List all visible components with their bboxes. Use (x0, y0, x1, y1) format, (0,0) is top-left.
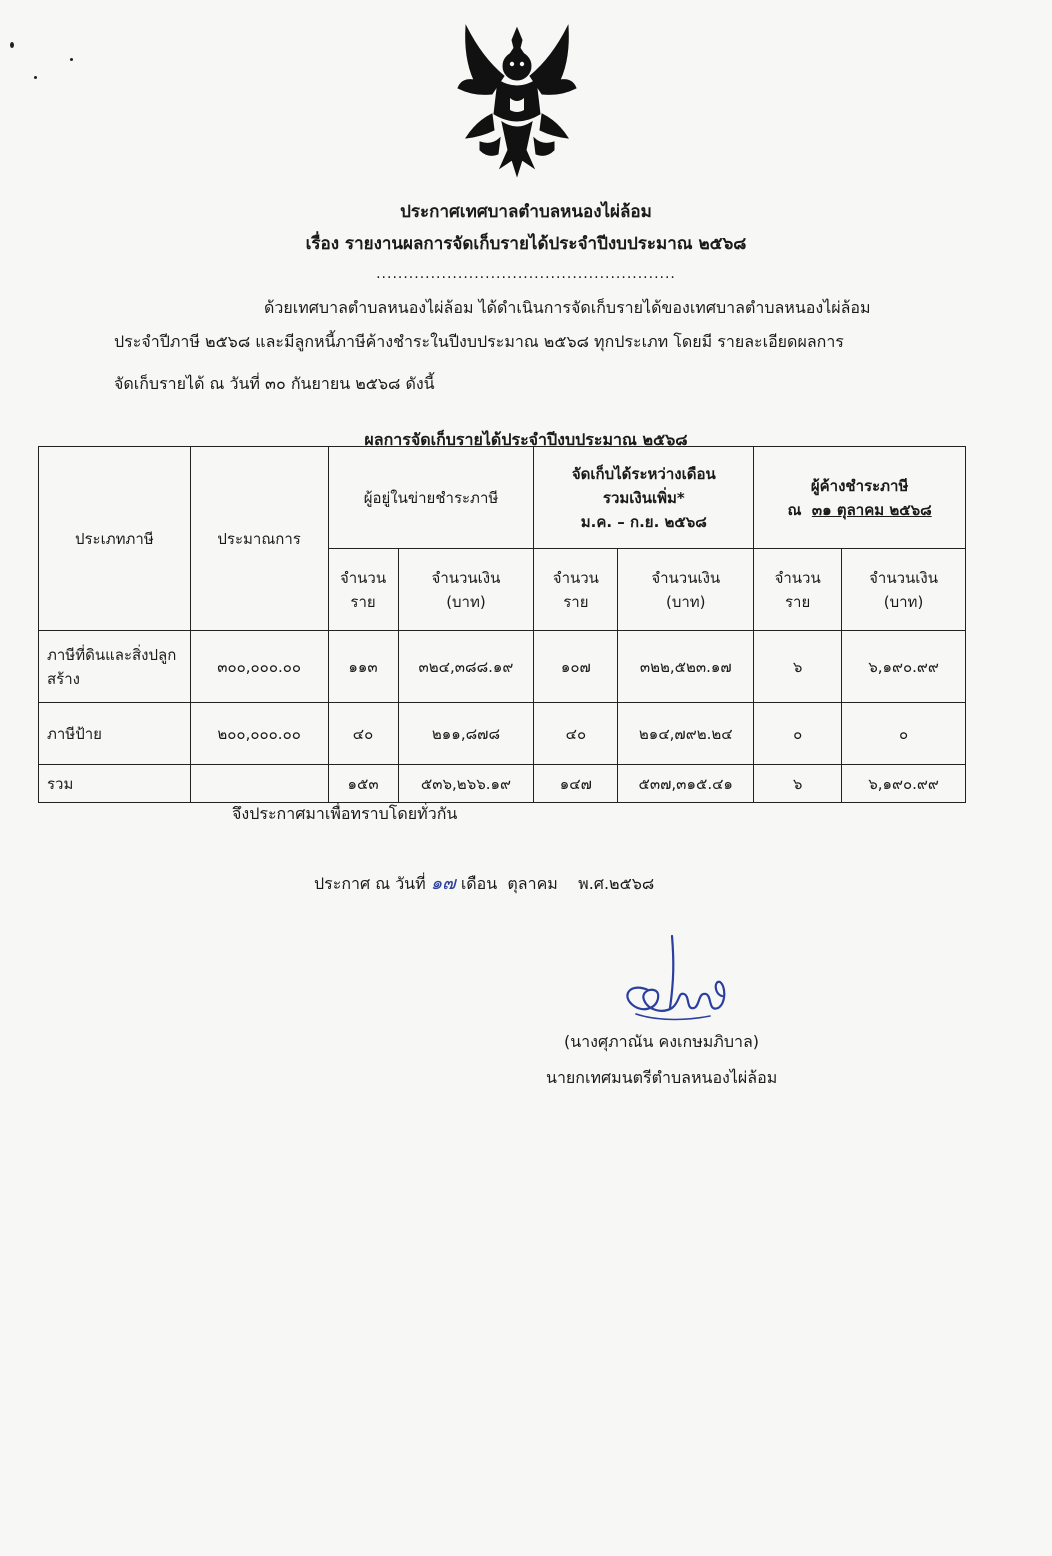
announce-date-line: ประกาศ ณ วันที่ ๑๗ เดือน ตุลาคม พ.ศ.๒๕๖๘ (314, 873, 655, 894)
estimate-cell: ๓๐๐,๐๐๐.๐๐ (190, 631, 328, 703)
announcement-title: ประกาศเทศบาลตำบลหนองไผ่ล้อม (400, 202, 652, 222)
header-collected: จัดเก็บได้ระหว่างเดือน รวมเงินเพิ่ม* ม.ค. – ก.ย. ๒๕๖๘ (534, 447, 754, 549)
body-line-1: ด้วยเทศบาลตำบลหนองไผ่ล้อม ได้ดำเนินการจัดเก็บรายได้ของเทศบาลตำบลหนองไผ่ล้อม (264, 298, 871, 317)
amount-cell: ๕๓๖,๒๖๖.๑๙ (398, 765, 534, 803)
tax-type-cell: ภาษีป้าย (39, 703, 191, 765)
header-arrears: ผู้ค้างชำระภาษี ณ ๓๑ ตุลาคม ๒๕๖๘ (754, 447, 966, 549)
subheader-count: จำนวน ราย (534, 549, 618, 631)
amount-cell: ๐ (842, 703, 966, 765)
announcement-subject: เรื่อง รายงานผลการจัดเก็บรายได้ประจำปีงบประมาณ ๒๕๖๘ (305, 234, 747, 254)
handwritten-day: ๑๗ (430, 873, 456, 894)
speck (10, 42, 14, 48)
signer-position: นายกเทศมนตรีตำบลหนองไผ่ล้อม (546, 1068, 778, 1087)
count-cell: ๑๔๗ (534, 765, 618, 803)
count-cell: ๖ (754, 765, 842, 803)
estimate-cell: ๒๐๐,๐๐๐.๐๐ (190, 703, 328, 765)
subheader-amount: จำนวนเงิน (บาท) (618, 549, 754, 631)
count-cell: ๔๐ (328, 703, 398, 765)
body-line-3: จัดเก็บรายได้ ณ วันที่ ๓๐ กันยายน ๒๕๖๘ ดังนี้ (114, 374, 435, 393)
count-cell: ๔๐ (534, 703, 618, 765)
count-cell: ๑๑๓ (328, 631, 398, 703)
amount-cell: ๖,๑๙๐.๙๙ (842, 631, 966, 703)
count-cell: ๑๐๗ (534, 631, 618, 703)
table-row (39, 703, 966, 765)
subheader-count: จำนวน ราย (328, 549, 398, 631)
table-row (39, 631, 966, 703)
subheader-amount: จำนวนเงิน (บาท) (842, 549, 966, 631)
tax-type-cell: ภาษีที่ดินและสิ่งปลูกสร้าง (39, 631, 191, 703)
count-cell: ๖ (754, 631, 842, 703)
subheader-count: จำนวน ราย (754, 549, 842, 631)
garuda-emblem-icon (452, 18, 582, 186)
amount-cell: ๓๒๔,๓๘๘.๑๙ (398, 631, 534, 703)
signer-name: (นางศุภาณัน คงเกษมภิบาล) (564, 1032, 760, 1051)
signature-icon (600, 930, 740, 1040)
amount-cell: ๕๓๗,๓๑๕.๔๑ (618, 765, 754, 803)
estimate-cell (190, 765, 328, 803)
table-caption: ผลการจัดเก็บรายได้ประจำปีงบประมาณ ๒๕๖๘ (364, 430, 688, 449)
header-estimate: ประมาณการ (190, 447, 328, 631)
body-line-2: ประจำปีภาษี ๒๕๖๘ และมีลูกหนี้ภาษีค้างชำระในปีงบประมาณ ๒๕๖๘ ทุกประเภท โดยมี รายละเอียดผลการ (114, 332, 844, 351)
amount-cell: ๓๒๒,๕๒๓.๑๗ (618, 631, 754, 703)
count-cell: ๑๕๓ (328, 765, 398, 803)
total-row (39, 765, 966, 803)
closing-line: จึงประกาศมาเพื่อทราบโดยทั่วกัน (232, 804, 458, 823)
speck (34, 76, 37, 79)
count-cell: ๐ (754, 703, 842, 765)
speck (70, 58, 73, 61)
amount-cell: ๒๑๔,๗๙๒.๒๔ (618, 703, 754, 765)
amount-cell: ๒๑๑,๘๗๘ (398, 703, 534, 765)
tax-type-cell: รวม (39, 765, 191, 803)
header-in-network: ผู้อยู่ในข่ายชำระภาษี (328, 447, 534, 549)
revenue-table (38, 446, 966, 803)
subheader-amount: จำนวนเงิน (บาท) (398, 549, 534, 631)
amount-cell: ๖,๑๙๐.๙๙ (842, 765, 966, 803)
separator-dots: ....................................................... (376, 266, 676, 282)
header-tax-type: ประเภทภาษี (39, 447, 191, 631)
